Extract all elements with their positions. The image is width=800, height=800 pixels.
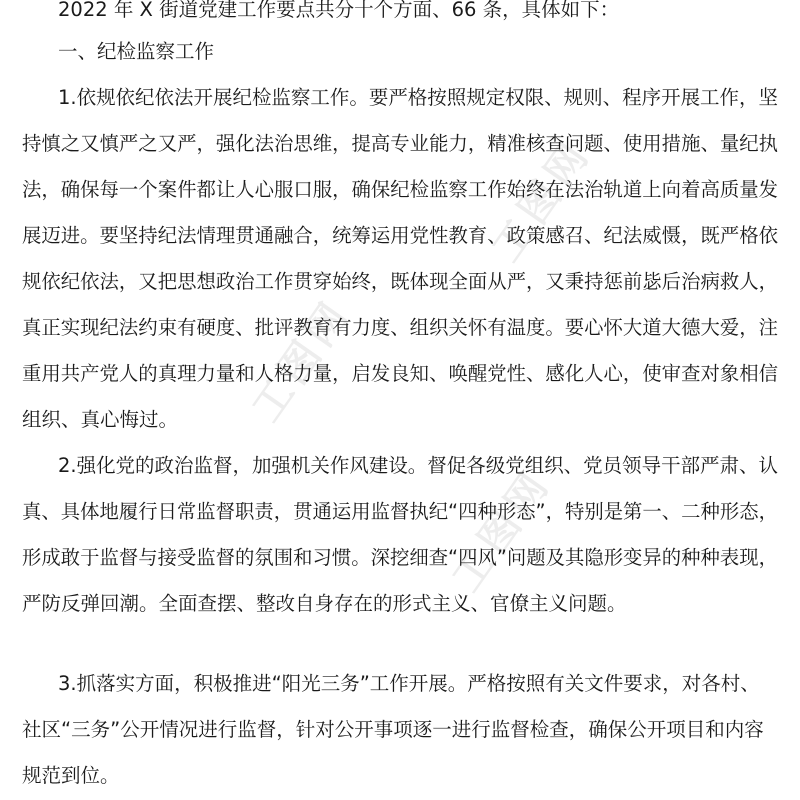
watermark: 工图网 xyxy=(443,460,561,601)
paragraph-line: 重用共产党人的真理力量和人格力量，启发良知、唤醒党性、感化人心，使审查对象相信 xyxy=(22,362,778,385)
paragraph-line: 社区“三务”公开情况进行监督，针对公开事项逐一进行监督检查，确保公开项目和内容 xyxy=(22,718,764,741)
paragraph-line: 法，确保每一个案件都让人心服口服，确保纪检监察工作始终在法治轨道上向着高质量发 xyxy=(22,178,778,201)
paragraph-line: 2.强化党的政治监督，加强机关作风建设。督促各级党组织、党员领导干部严肃、认 xyxy=(58,454,778,477)
paragraph-line: 组织、真心悔过。 xyxy=(22,408,179,431)
paragraph-line: 持慎之又慎严之又严，强化法治思维，提高专业能力，精准核查问题、使用措施、量纪执 xyxy=(22,132,778,155)
watermark: 工图网 xyxy=(483,130,601,271)
paragraph-line: 严防反弹回潮。全面查摆、整改自身存在的形式主义、官僚主义问题。 xyxy=(22,592,627,615)
paragraph-line: 规范到位。 xyxy=(22,764,120,787)
section-heading: 一、纪检监察工作 xyxy=(58,40,215,63)
watermark: 工图网 xyxy=(243,290,361,431)
paragraph-line: 1.依规依纪依法开展纪检监察工作。要严格按照规定权限、规则、程序开展工作，坚 xyxy=(58,86,778,109)
paragraph-line: 形成敢于监督与接受监督的氛围和习惯。深挖细查“四风”问题及其隐形变异的种种表现， xyxy=(22,546,778,569)
paragraph-line: 真正实现纪法约束有硬度、批评教育有力度、组织关怀有温度。要心怀大道大德大爱，注 xyxy=(22,316,778,339)
paragraph-line: 规依纪依法，又把思想政治工作贯穿始终，既体现全面从严，又秉持惩前毖后治病救人， xyxy=(22,270,778,293)
intro-line: 2022 年 X 街道党建工作要点共分十个方面、66 条，具体如下： xyxy=(58,0,620,21)
paragraph-line: 展迈进。要坚持纪法情理贯通融合，统筹运用党性教育、政策感召、纪法威慑，既严格依 xyxy=(22,224,778,247)
paragraph-line: 3.抓落实方面，积极推进“阳光三务”工作开展。严格按照有关文件要求，对各村、 xyxy=(58,672,760,695)
paragraph-line: 真、具体地履行日常监督职责，贯通运用监督执纪“四种形态”，特别是第一、二种形态， xyxy=(22,500,778,523)
